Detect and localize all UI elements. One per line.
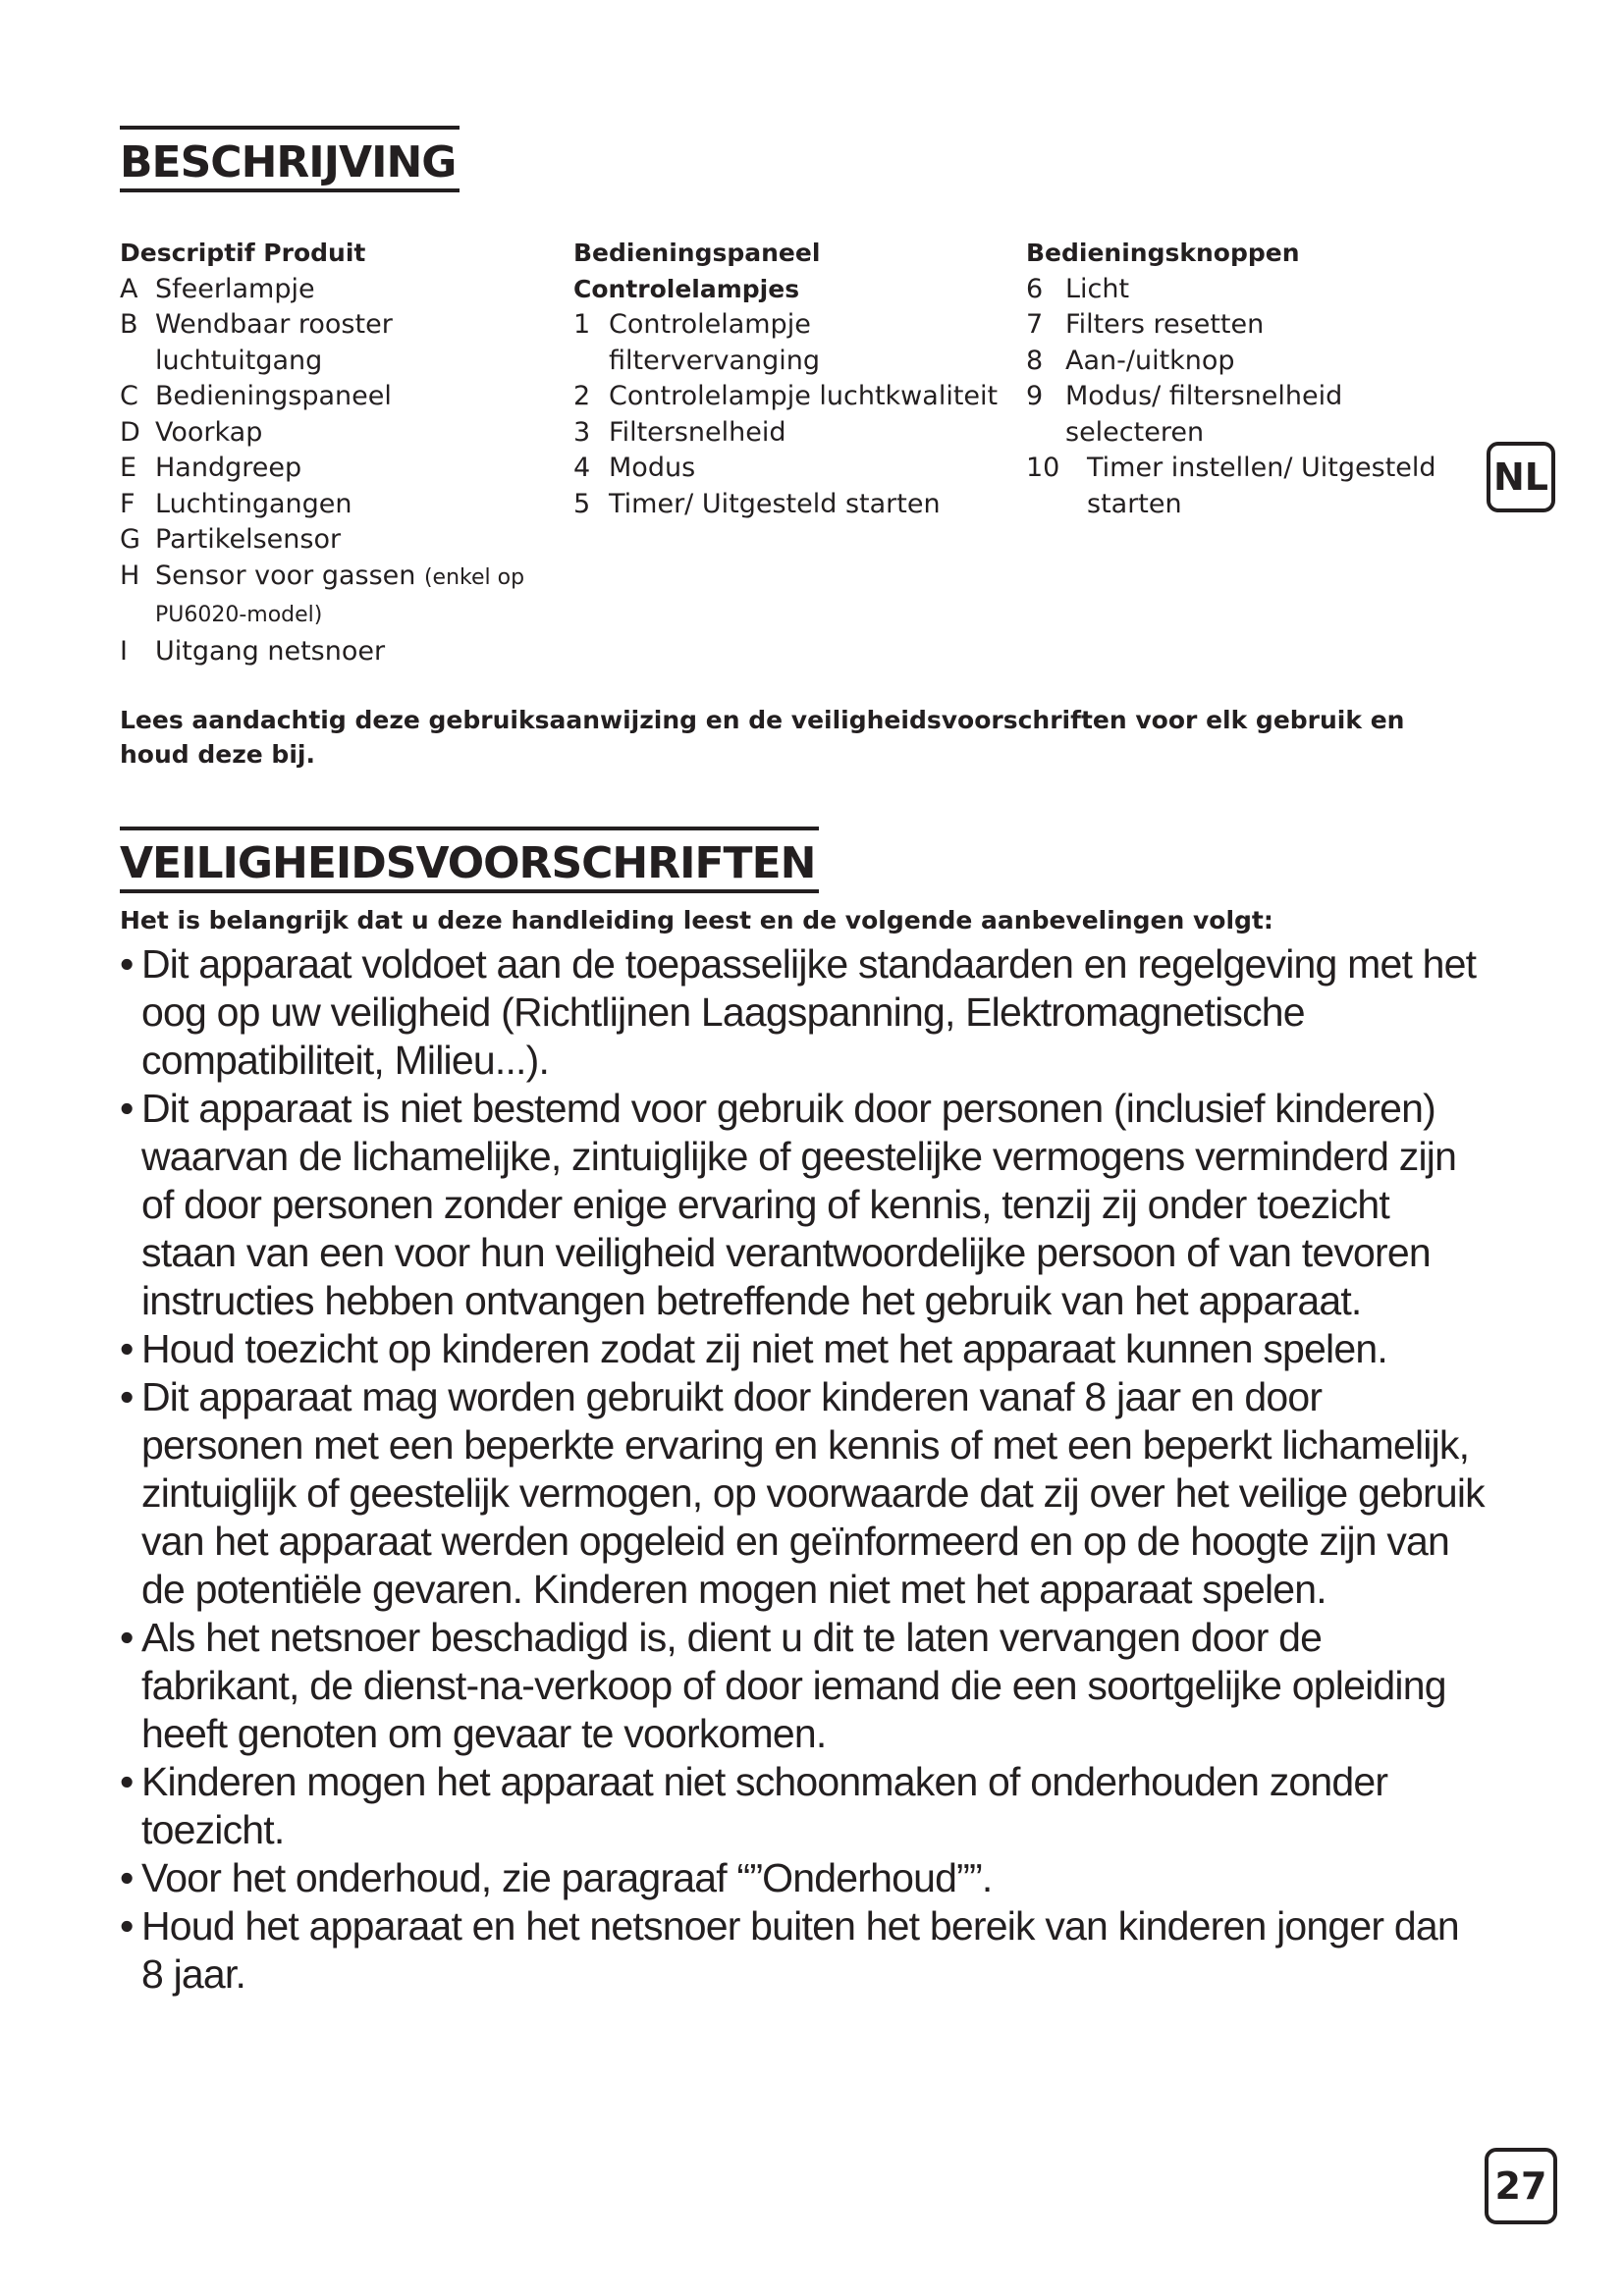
list-item — [120, 559, 560, 634]
list-item — [573, 487, 1015, 523]
list-item — [120, 634, 560, 670]
bullet-icon: • — [120, 1855, 134, 1900]
bullet-text: Dit apparaat is niet bestemd voor gebruik door personen (inclusief kinderen) waarvan de lichamelijke, zintuiglijke of geestelijke vermogens verminderd zijn of door personen zonder enige ervaring of kennis, tenzij zij onder toezicht staan van een voor hun veiligheid verantwoordelijke persoon of van tevoren instructies hebben ontvangen betreffende het gebruik van het apparaat. — [141, 1086, 1457, 1323]
bullet-icon: • — [120, 1615, 134, 1660]
control-buttons-column — [1026, 236, 1483, 522]
list-item — [1026, 379, 1483, 451]
control-panel-column — [573, 236, 1015, 522]
list-item — [120, 1902, 1485, 1999]
section-title-description: BESCHRIJVING — [120, 126, 460, 192]
item-text — [155, 559, 560, 634]
page-number: 27 — [1485, 2148, 1557, 2224]
bullet-icon: • — [120, 1086, 134, 1131]
list-item — [1026, 272, 1483, 308]
item-text: Luchtingangen — [155, 488, 352, 519]
bullet-icon: • — [120, 1326, 134, 1371]
indicator-lights-subheading: Controlelampjes — [573, 274, 800, 303]
list-item — [120, 940, 1485, 1085]
list-item — [573, 379, 1015, 415]
bullet-icon: • — [120, 1903, 134, 1949]
list-item — [120, 1854, 1485, 1902]
list-item — [120, 1373, 1485, 1614]
item-key: 3 — [573, 416, 591, 448]
item-text: Handgreep — [155, 453, 302, 483]
list-item — [1026, 451, 1483, 522]
item-text-main: Sensor voor gassen — [155, 560, 416, 591]
bullet-text: Kinderen mogen het apparaat niet schoonmaken of onderhouden zonder toezicht. — [141, 1759, 1388, 1852]
control-buttons-heading: Bedieningsknoppen — [1026, 239, 1300, 267]
bullet-text: Als het netsnoer beschadigd is, dient u dit te laten vervangen door de fabrikant, de dienst-na-verkoop of door iemand die een soortgelijke opleiding heeft genoten om gevaar te voorkomen. — [141, 1615, 1446, 1756]
product-description-heading: Descriptif Produit — [120, 239, 366, 267]
item-key: G — [120, 524, 140, 555]
item-key: D — [120, 416, 140, 448]
bullet-text: Dit apparaat voldoet aan de toepasselijke standaarden en regelgeving met het oog op uw veiligheid (Richtlijnen Laagspanning, Elektromagnetische compatibiliteit, Milieu...). — [141, 941, 1477, 1083]
item-key: 2 — [573, 381, 591, 411]
item-text: Uitgang netsnoer — [155, 635, 386, 667]
item-text: Sfeerlampje — [155, 273, 315, 304]
bullet-text: Voor het onderhoud, zie paragraaf “”Onderhoud””. — [141, 1855, 993, 1900]
item-key: 9 — [1026, 381, 1044, 411]
list-item — [1026, 307, 1483, 344]
list-item — [120, 1085, 1485, 1325]
item-text: Aan-/uitknop — [1065, 345, 1235, 376]
read-instructions-note: Lees aandachtig deze gebruiksaanwijzing en de veiligheidsvoorschriften voor elk gebruik en houd deze bij. — [120, 706, 1405, 769]
list-item — [120, 307, 560, 379]
safety-intro: Het is belangrijk dat u deze handleiding leest en de volgende aanbevelingen volgt: — [120, 906, 1273, 934]
item-text: Controlelampje filtervervanging — [609, 309, 821, 376]
item-text: Filters resetten — [1065, 309, 1265, 340]
list-item — [120, 1758, 1485, 1854]
language-badge: NL — [1487, 442, 1555, 512]
item-text: Bedieningspaneel — [155, 381, 392, 411]
bullet-text: Dit apparaat mag worden gebruikt door kinderen vanaf 8 jaar en door personen met een beperkte ervaring en kennis of met een beperkt lichamelijk, zintuiglijk of geestelijk vermogen, op voorwaarde dat zij over het veilige gebruik van het apparaat werden opgeleid en geïnformeerd en op de hoogte zijn van de potentiële gevaren. Kinderen mogen niet met het apparaat spelen. — [141, 1374, 1485, 1612]
safety-bullet-list — [120, 940, 1485, 1999]
list-item — [120, 1325, 1485, 1373]
item-key: I — [120, 635, 128, 667]
item-text: Timer/ Uitgesteld starten — [609, 488, 941, 519]
list-item — [573, 415, 1015, 452]
list-item — [120, 1614, 1485, 1758]
item-text: Partikelsensor — [155, 524, 342, 555]
item-text: Licht — [1065, 273, 1130, 304]
item-text: Wendbaar rooster luchtuitgang — [155, 309, 393, 376]
item-note: (enkel op PU6020-model) — [155, 564, 525, 627]
bullet-text: Houd het apparaat en het netsnoer buiten het bereik van kinderen jonger dan 8 jaar. — [141, 1903, 1459, 1997]
item-key: 10 — [1026, 453, 1060, 483]
item-key: E — [120, 453, 137, 483]
item-text: Timer instellen/ Uitgesteld starten — [1087, 453, 1436, 519]
item-key: A — [120, 273, 138, 304]
item-text: Modus — [609, 453, 696, 483]
list-item — [120, 522, 560, 559]
item-text: Controlelampje luchtkwaliteit — [609, 381, 999, 411]
item-key: F — [120, 488, 135, 519]
item-text: Voorkap — [155, 416, 263, 448]
item-key: 5 — [573, 488, 591, 519]
item-text: Modus/ filtersnelheid selecteren — [1065, 381, 1343, 448]
list-item — [1026, 344, 1483, 380]
item-key: B — [120, 309, 138, 340]
item-key: 1 — [573, 309, 591, 340]
list-item — [120, 379, 560, 415]
product-description-column — [120, 236, 560, 669]
list-item — [573, 307, 1015, 379]
list-item — [120, 451, 560, 487]
bullet-text: Houd toezicht op kinderen zodat zij niet met het apparaat kunnen spelen. — [141, 1326, 1387, 1371]
item-key: 8 — [1026, 345, 1044, 376]
control-panel-heading: Bedieningspaneel — [573, 239, 821, 267]
item-key: C — [120, 381, 138, 411]
item-key: 7 — [1026, 309, 1044, 340]
list-item — [573, 451, 1015, 487]
bullet-icon: • — [120, 1374, 134, 1419]
section-title-safety: VEILIGHEIDSVOORSCHRIFTEN — [120, 827, 819, 893]
bullet-icon: • — [120, 1759, 134, 1804]
bullet-icon: • — [120, 941, 134, 987]
item-key: H — [120, 560, 140, 591]
list-item — [120, 415, 560, 452]
list-item — [120, 487, 560, 523]
item-key: 6 — [1026, 273, 1044, 304]
item-key: 4 — [573, 453, 591, 483]
list-item — [120, 272, 560, 308]
item-text: Filtersnelheid — [609, 416, 786, 448]
